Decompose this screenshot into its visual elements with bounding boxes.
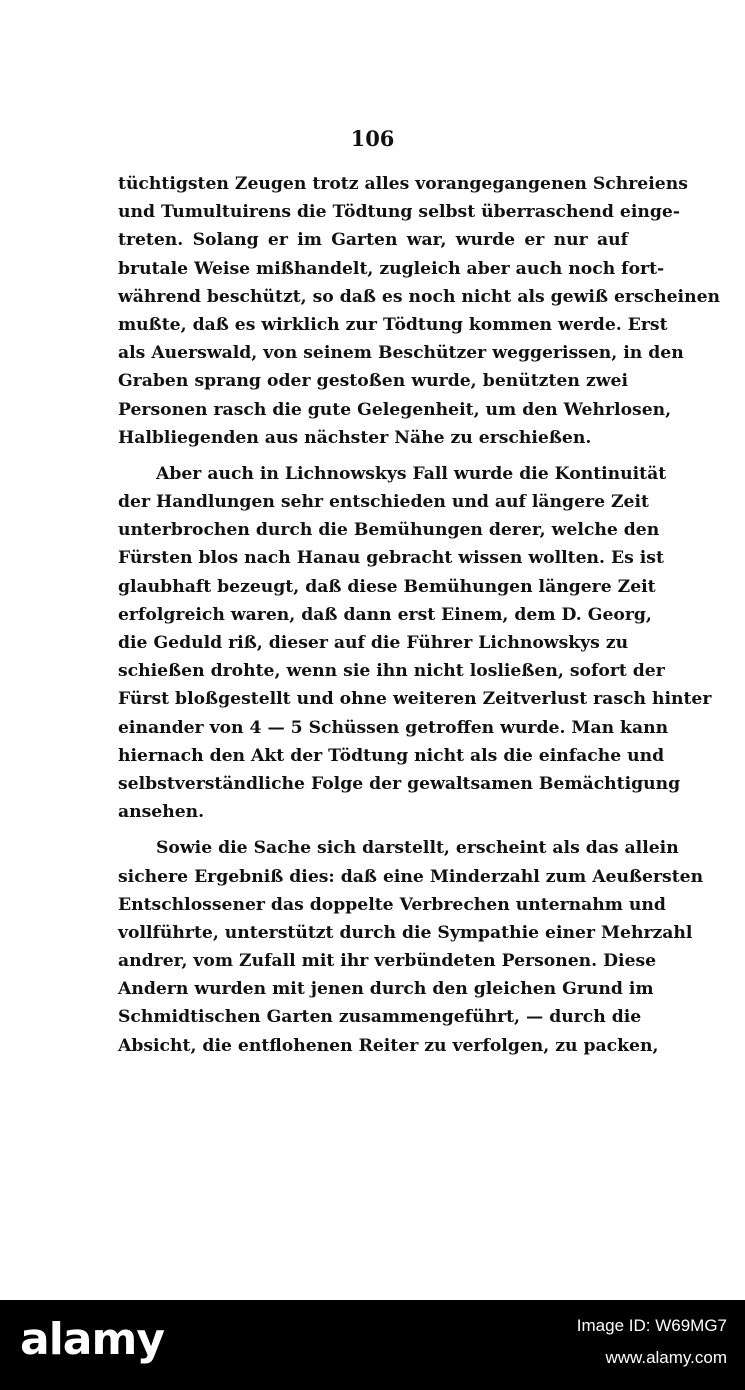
image-id-label: Image ID: W69MG7 (576, 1316, 727, 1335)
text-line: als Auerswald, von seinem Beschützer weggerissen, in den (118, 343, 684, 364)
text-line: ansehen. (118, 802, 205, 823)
text-line: Schmidtischen Garten zusammengeführt, — durch die (118, 1007, 642, 1028)
text-line: mußte, daß es wirklich zur Tödtung kommen werde. Erst (118, 314, 668, 335)
text-line: Personen rasch die gute Gelegenheit, um den Wehrlosen, (118, 399, 672, 420)
text-line: Absicht, die entflohenen Reiter zu verfolgen, zu packen, (118, 1035, 659, 1056)
paragraph-gap (118, 452, 628, 460)
text-line: selbstverständliche Folge der gewaltsamen Bemächtigung (118, 773, 681, 794)
site-url: www.alamy.com (605, 1348, 727, 1367)
text-line: und Tumultuirens die Tödtung selbst überraschend einge- (118, 202, 680, 223)
text-line: der Handlungen sehr entschieden und auf längere Zeit (118, 492, 649, 513)
text-line: Fürst bloßgestellt und ohne weiteren Zeitverlust rasch hinter (118, 689, 712, 710)
text-line: glaubhaft bezeugt, daß diese Bemühungen längere Zeit (118, 576, 656, 597)
text-line: brutale Weise mißhandelt, zugleich aber auch noch fort- (118, 258, 665, 279)
text-line: unterbrochen durch die Bemühungen derer, welche den (118, 520, 660, 541)
text-line: sichere Ergebniß dies: daß eine Minderzahl zum Aeußersten (118, 866, 704, 887)
text-line: andrer, vom Zufall mit ihr verbündeten Personen. Diese (118, 951, 657, 972)
paragraph-gap (118, 826, 628, 834)
paragraph (118, 460, 712, 826)
text-line: einander von 4 — 5 Schüssen getroffen wurde. Man kann (118, 717, 669, 738)
watermark-footer (0, 1300, 745, 1390)
text-line: Andern wurden mit jenen durch den gleichen Grund im (118, 979, 654, 1000)
text-line: vollführte, unterstützt durch die Sympathie einer Mehrzahl (118, 922, 693, 943)
text-line: erfolgreich waren, daß dann erst Einem, dem D. Georg, (118, 604, 652, 625)
page-number: 106 (350, 126, 395, 151)
text-line: hiernach den Akt der Tödtung nicht als die einfache und (118, 745, 665, 766)
body-text (118, 170, 721, 1060)
paragraph (118, 834, 704, 1060)
text-line: Halbliegenden aus nächster Nähe zu erschießen. (118, 427, 592, 448)
text-line: Aber auch in Lichnowskys Fall wurde die Kontinuität (156, 463, 667, 484)
text-line: schießen drohte, wenn sie ihn nicht losließen, sofort der (118, 661, 665, 682)
text-line: Sowie die Sache sich darstellt, erscheint als das allein (156, 838, 679, 859)
alamy-logo: alamy (20, 1314, 164, 1365)
text-line: die Geduld riß, dieser auf die Führer Lichnowskys zu (118, 633, 629, 653)
text-line: treten. Solang er im Garten war, wurde er nur auf (118, 230, 628, 251)
paragraph (118, 170, 721, 452)
text-line: tüchtigsten Zeugen trotz alles vorangegangenen Schreiens (118, 174, 688, 194)
text-line: während beschützt, so daß es noch nicht als gewiß erscheinen (118, 286, 721, 307)
text-line: Fürsten blos nach Hanau gebracht wissen wollten. Es ist (118, 548, 664, 569)
text-line: Graben sprang oder gestoßen wurde, benützten zwei (118, 371, 628, 392)
text-line: Entschlossener das doppelte Verbrechen unternahm und (118, 894, 666, 915)
